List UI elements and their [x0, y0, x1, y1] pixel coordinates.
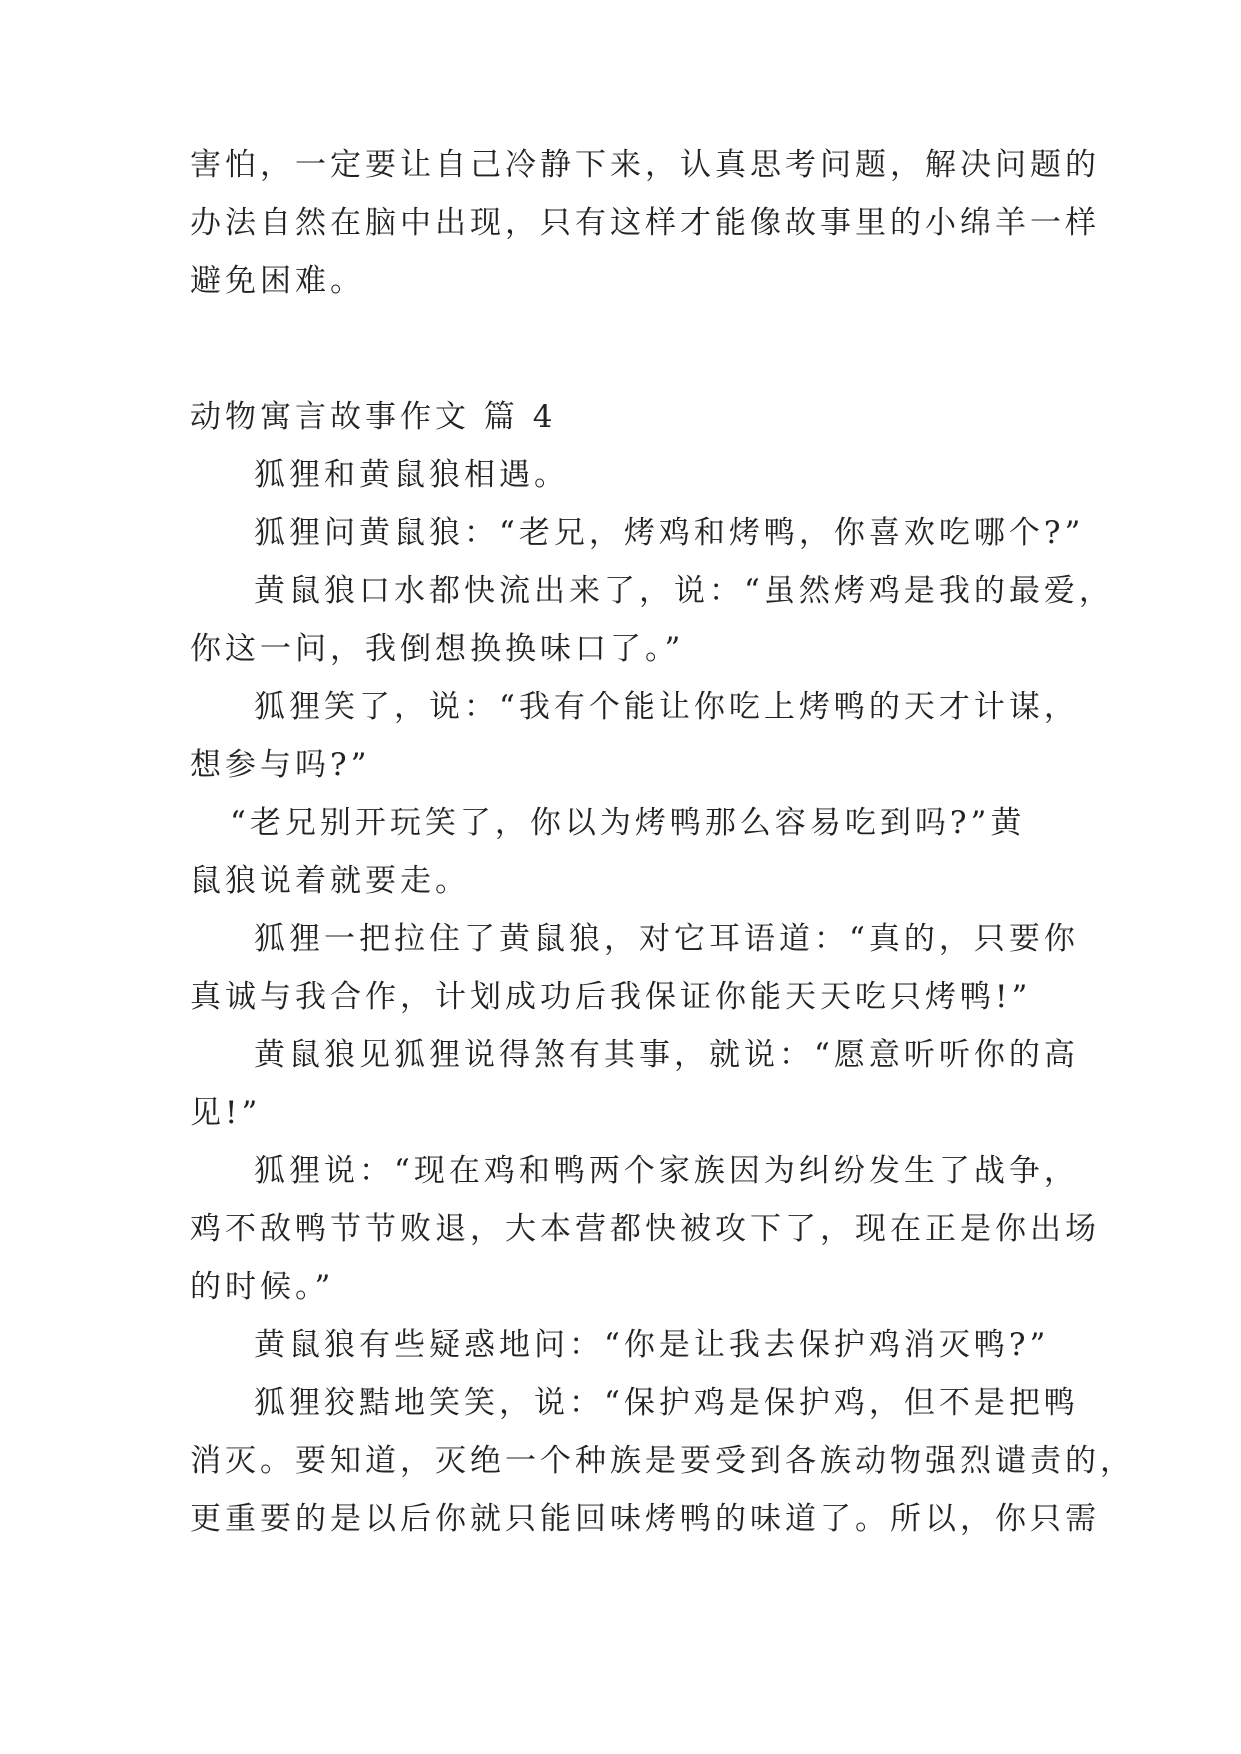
section-title: 动物寓言故事作文 篇 4: [190, 399, 557, 435]
text-line: 更重要的是以后你就只能回味烤鸭的味道了。所以，你只需: [190, 1501, 1100, 1537]
text-line: 消灭。要知道，灭绝一个种族是要受到各族动物强烈谴责的，: [190, 1443, 1135, 1479]
paragraph-first-line: 狐狸和黄鼠狼相遇。: [254, 457, 569, 493]
paragraph-first-line: “老兄别开玩笑了，你以为烤鸭那么容易吃到吗?”黄: [230, 805, 1026, 841]
paragraph-first-line: 黄鼠狼口水都快流出来了，说：“虽然烤鸡是我的最爱，: [254, 573, 1114, 609]
text-line: 办法自然在脑中出现，只有这样才能像故事里的小绵羊一样: [190, 205, 1100, 241]
text-line: 想参与吗?”: [190, 747, 371, 783]
text-line: 鼠狼说着就要走。: [190, 863, 470, 899]
paragraph-first-line: 黄鼠狼见狐狸说得煞有其事，就说：“愿意听听你的高: [254, 1037, 1079, 1073]
paragraph-first-line: 狐狸问黄鼠狼：“老兄，烤鸡和烤鸭，你喜欢吃哪个?”: [254, 515, 1085, 551]
paragraph-first-line: 狐狸狡黠地笑笑，说：“保护鸡是保护鸡，但不是把鸭: [254, 1385, 1079, 1421]
text-line: 的时候。”: [190, 1269, 335, 1305]
paragraph-first-line: 狐狸一把拉住了黄鼠狼，对它耳语道：“真的，只要你: [254, 921, 1079, 957]
story-body: [190, 446, 1135, 1548]
text-line: 避免困难。: [190, 263, 365, 299]
text-line: 鸡不敌鸭节节败退，大本营都快被攻下了，现在正是你出场: [190, 1211, 1100, 1247]
text-line: 你这一问，我倒想换换味口了。”: [190, 631, 685, 667]
text-line: 真诚与我合作，计划成功后我保证你能天天吃只烤鸭!”: [190, 979, 1032, 1015]
paragraph-first-line: 狐狸说：“现在鸡和鸭两个家族因为纠纷发生了战争，: [254, 1153, 1079, 1189]
intro-paragraph: [190, 136, 1100, 310]
paragraph-first-line: 狐狸笑了，说：“我有个能让你吃上烤鸭的天才计谋，: [254, 689, 1079, 725]
paragraph-first-line: 黄鼠狼有些疑惑地问：“你是让我去保护鸡消灭鸭?”: [254, 1327, 1050, 1363]
text-line: 害怕，一定要让自己冷静下来，认真思考问题，解决问题的: [190, 147, 1100, 183]
text-line: 见!”: [190, 1095, 262, 1131]
